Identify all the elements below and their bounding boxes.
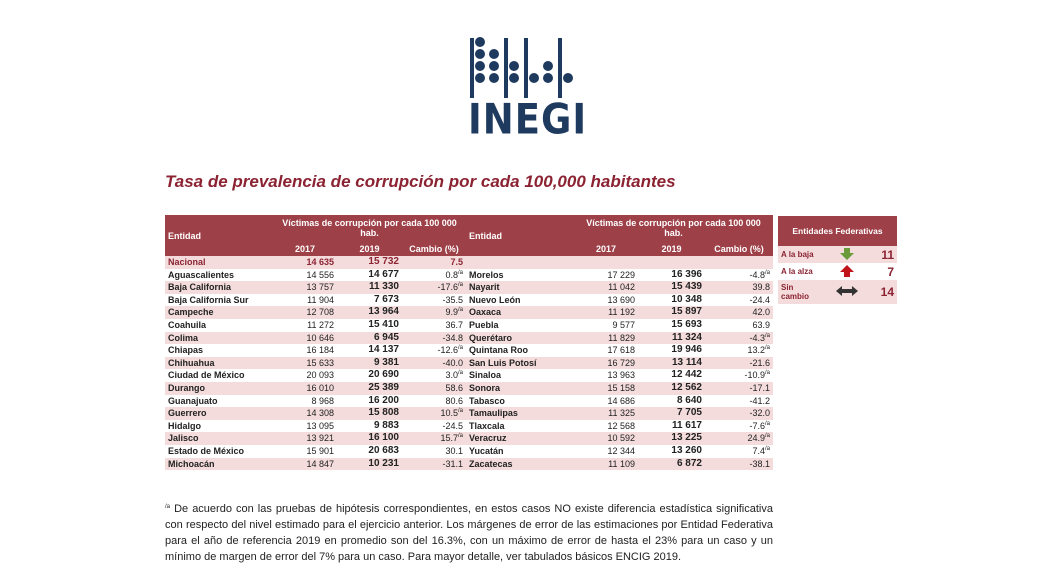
value-2017-cell-left: 13 921 [273, 432, 337, 445]
value-2019-cell-left: 20 690 [337, 369, 402, 382]
legend-row-alza [778, 263, 897, 280]
cambio-cell-left [402, 420, 466, 433]
value-2017-cell-left: 11 904 [273, 294, 337, 307]
value-2017-cell-right: 11 829 [574, 332, 638, 345]
cambio-cell-left [402, 432, 466, 445]
value-2017-cell-right: 12 568 [574, 420, 638, 433]
cambio-cell-right [705, 294, 773, 307]
cambio-cell-right [705, 269, 773, 282]
cambio-value: 9.9 [445, 307, 458, 318]
value-2019-cell-right: 10 348 [638, 294, 705, 307]
value-2017-cell-right: 15 158 [574, 382, 638, 395]
entidad-cell-left: Baja California Sur [165, 294, 273, 307]
value-2019-cell-left: 7 673 [337, 294, 402, 307]
cambio-cell-right [705, 344, 773, 357]
table-row [165, 432, 773, 445]
cambio-value: 24.9 [747, 433, 765, 444]
value-2017-cell-right: 11 325 [574, 407, 638, 420]
cambio-value: -21.6 [749, 357, 770, 368]
col-entidad-right: Entidad [466, 215, 574, 256]
value-2019-cell-right: 15 897 [638, 306, 705, 319]
entidad-cell-right: Nuevo León [466, 294, 574, 307]
value-2017-cell-right: 13 690 [574, 294, 638, 307]
value-2017-cell-left: 16 184 [273, 344, 337, 357]
value-2017-cell-right: 12 344 [574, 445, 638, 458]
nacional-v2017: 14 635 [273, 256, 337, 269]
entidad-cell-right: Tamaulipas [466, 407, 574, 420]
nacional-cambio: 7.5 [402, 256, 466, 269]
table-row [165, 407, 773, 420]
significance-mark: /a [457, 307, 463, 314]
entidad-cell-right: Quintana Roo [466, 344, 574, 357]
col-2017-right: 2017 [574, 241, 638, 256]
value-2019-cell-left: 9 883 [337, 420, 402, 433]
cambio-value: -24.4 [749, 294, 770, 305]
col-cambio-left: Cambio (%) [402, 241, 466, 256]
entidad-cell-right: Querétaro [466, 332, 574, 345]
value-2019-cell-right: 11 617 [638, 420, 705, 433]
significance-mark: /a [764, 345, 770, 352]
cambio-cell-left [402, 382, 466, 395]
value-2019-cell-left: 13 964 [337, 306, 402, 319]
cambio-value: 10.5 [440, 408, 458, 419]
table-row [165, 458, 773, 471]
value-2017-cell-right: 11 109 [574, 458, 638, 471]
entidad-cell-left: Chiapas [165, 344, 273, 357]
cambio-cell-left [402, 357, 466, 370]
significance-mark: /a [764, 433, 770, 440]
cambio-value: 30.1 [445, 445, 463, 456]
footnote-text: De acuerdo con las pruebas de hipótesis correspondientes, en estos casos NO existe diferencia estadística significativa con respecto del nivel estimado para el ejercicio anterior. Los márgenes de error de las estimaciones por Entidad Federativa para el año de referencia 2019 en promedio son del 16.3%, con un máximo de error de hasta el 23% para un caso y un mínimo de margen de error del 7% para un caso. Para mayor detalle, ver tabulados básicos ENCIG 2019. [165, 503, 773, 563]
value-2017-cell-right: 17 229 [574, 269, 638, 282]
value-2017-cell-left: 13 757 [273, 281, 337, 294]
value-2019-cell-right: 12 442 [638, 369, 705, 382]
table-row [165, 369, 773, 382]
empty-cell [466, 256, 574, 269]
col-group-right: Víctimas de corrupción por cada 100 000 hab. [574, 215, 773, 241]
value-2019-cell-left: 25 389 [337, 382, 402, 395]
cambio-cell-left [402, 319, 466, 332]
entidad-cell-left: Campeche [165, 306, 273, 319]
table-row [165, 344, 773, 357]
legend-count: 11 [870, 246, 897, 263]
value-2017-cell-right: 9 577 [574, 319, 638, 332]
entidad-cell-right: Tlaxcala [466, 420, 574, 433]
value-2017-cell-left: 14 556 [273, 269, 337, 282]
col-group-left: Víctimas de corrupción por cada 100 000 hab. [273, 215, 466, 241]
cambio-cell-left [402, 407, 466, 420]
value-2019-cell-left: 20 683 [337, 445, 402, 458]
significance-mark: /a [457, 433, 463, 440]
legend-table [778, 216, 897, 304]
empty-cell [638, 256, 705, 269]
value-2017-cell-right: 11 192 [574, 306, 638, 319]
cambio-value: -24.5 [442, 420, 463, 431]
value-2019-cell-left: 9 381 [337, 357, 402, 370]
value-2019-cell-right: 6 872 [638, 458, 705, 471]
cambio-value: 0.8 [445, 269, 458, 280]
value-2017-cell-right: 11 042 [574, 281, 638, 294]
entidad-cell-left: Estado de México [165, 445, 273, 458]
cambio-cell-left [402, 395, 466, 408]
col-2019-left: 2019 [337, 241, 402, 256]
cambio-cell-left [402, 269, 466, 282]
table-row [165, 420, 773, 433]
arrow-both-icon [824, 280, 870, 304]
entidad-cell-right: Tabasco [466, 395, 574, 408]
cambio-cell-right [705, 306, 773, 319]
value-2017-cell-left: 15 901 [273, 445, 337, 458]
legend-label: A la baja [778, 246, 824, 263]
nacional-entidad: Nacional [165, 256, 273, 269]
cambio-value: -40.0 [442, 357, 463, 368]
value-2019-cell-left: 6 945 [337, 332, 402, 345]
cambio-value: 63.9 [752, 319, 770, 330]
cambio-value: -17.6 [437, 282, 458, 293]
cambio-value: 80.6 [445, 395, 463, 406]
entidad-cell-right: Puebla [466, 319, 574, 332]
cambio-value: -12.6 [437, 345, 458, 356]
legend-count: 14 [870, 280, 897, 304]
entidad-cell-right: Nayarit [466, 281, 574, 294]
table-row [165, 269, 773, 282]
table-row [165, 256, 773, 269]
arrow-up-icon [824, 263, 870, 280]
entidad-cell-right: Yucatán [466, 445, 574, 458]
table-row [165, 294, 773, 307]
table-row [165, 395, 773, 408]
entidad-cell-left: Guerrero [165, 407, 273, 420]
entidad-cell-left: Ciudad de México [165, 369, 273, 382]
table-row [165, 332, 773, 345]
cambio-cell-right [705, 369, 773, 382]
entidad-cell-right: Veracruz [466, 432, 574, 445]
legend-label: A la alza [778, 263, 824, 280]
significance-mark: /a [764, 445, 770, 452]
table-row [165, 445, 773, 458]
entidad-cell-right: Sonora [466, 382, 574, 395]
col-2017-left: 2017 [273, 241, 337, 256]
value-2019-cell-right: 16 396 [638, 269, 705, 282]
empty-cell [574, 256, 638, 269]
value-2019-cell-left: 10 231 [337, 458, 402, 471]
cambio-value: -34.8 [442, 332, 463, 343]
arrow-down-icon [824, 246, 870, 263]
significance-mark: /a [764, 332, 770, 339]
value-2019-cell-left: 14 137 [337, 344, 402, 357]
legend-row-baja [778, 246, 897, 263]
nacional-v2019: 15 732 [337, 256, 402, 269]
table-row [165, 319, 773, 332]
entidad-cell-left: Aguascalientes [165, 269, 273, 282]
entidad-cell-left: Baja California [165, 281, 273, 294]
table-row [165, 281, 773, 294]
value-2019-cell-right: 15 693 [638, 319, 705, 332]
significance-mark: /a [457, 408, 463, 415]
cambio-cell-right [705, 458, 773, 471]
cambio-cell-right [705, 281, 773, 294]
value-2017-cell-left: 12 708 [273, 306, 337, 319]
cambio-cell-right [705, 420, 773, 433]
table-row [165, 306, 773, 319]
value-2017-cell-left: 14 308 [273, 407, 337, 420]
entidad-cell-left: Coahuila [165, 319, 273, 332]
cambio-value: -35.5 [442, 294, 463, 305]
entidad-cell-right: Morelos [466, 269, 574, 282]
col-entidad-left: Entidad [165, 215, 273, 256]
value-2019-cell-right: 11 324 [638, 332, 705, 345]
cambio-value: 15.7 [440, 433, 458, 444]
value-2017-cell-right: 14 686 [574, 395, 638, 408]
empty-cell [705, 256, 773, 269]
page-title: Tasa de prevalencia de corrupción por cada 100,000 habitantes [165, 172, 676, 191]
value-2019-cell-left: 14 677 [337, 269, 402, 282]
value-2017-cell-left: 11 272 [273, 319, 337, 332]
entidad-cell-left: Hidalgo [165, 420, 273, 433]
value-2019-cell-left: 16 200 [337, 395, 402, 408]
cambio-value: -10.9 [744, 370, 765, 381]
cambio-value: 7.4 [752, 445, 765, 456]
cambio-cell-left [402, 281, 466, 294]
significance-mark: /a [457, 282, 463, 289]
significance-mark: /a [764, 420, 770, 427]
cambio-value: -38.1 [749, 458, 770, 469]
entidad-cell-right: Oaxaca [466, 306, 574, 319]
value-2019-cell-right: 19 946 [638, 344, 705, 357]
logo-text: INEGI [468, 95, 588, 144]
entidad-cell-left: Guanajuato [165, 395, 273, 408]
cambio-cell-right [705, 445, 773, 458]
value-2017-cell-right: 13 963 [574, 369, 638, 382]
cambio-value: 58.6 [445, 382, 463, 393]
value-2017-cell-right: 10 592 [574, 432, 638, 445]
col-cambio-right: Cambio (%) [705, 241, 773, 256]
entidad-cell-left: Colima [165, 332, 273, 345]
value-2019-cell-right: 12 562 [638, 382, 705, 395]
value-2019-cell-right: 13 225 [638, 432, 705, 445]
value-2017-cell-left: 13 095 [273, 420, 337, 433]
entidad-cell-right: Sinaloa [466, 369, 574, 382]
legend-row-sin-cambio [778, 280, 897, 304]
cambio-cell-left [402, 294, 466, 307]
cambio-value: 36.7 [445, 319, 463, 330]
value-2017-cell-right: 16 729 [574, 357, 638, 370]
table-row [165, 357, 773, 370]
cambio-value: 42.0 [752, 307, 770, 318]
cambio-cell-left [402, 332, 466, 345]
value-2017-cell-left: 14 847 [273, 458, 337, 471]
value-2019-cell-right: 7 705 [638, 407, 705, 420]
cambio-value: -32.0 [749, 408, 770, 419]
significance-mark: /a [457, 345, 463, 352]
legend-label: Sin cambio [778, 280, 824, 304]
value-2017-cell-right: 17 618 [574, 344, 638, 357]
cambio-cell-left [402, 458, 466, 471]
entidad-cell-right: Zacatecas [466, 458, 574, 471]
footnote-mark: /a [165, 504, 171, 510]
corruption-table [165, 215, 773, 470]
legend-count: 7 [870, 263, 897, 280]
value-2019-cell-left: 15 410 [337, 319, 402, 332]
cambio-cell-right [705, 432, 773, 445]
value-2019-cell-right: 13 260 [638, 445, 705, 458]
cambio-value: 13.2 [747, 345, 765, 356]
cambio-value: -17.1 [749, 382, 770, 393]
col-2019-right: 2019 [638, 241, 705, 256]
cambio-value: -31.1 [442, 458, 463, 469]
cambio-cell-left [402, 369, 466, 382]
value-2017-cell-left: 8 968 [273, 395, 337, 408]
value-2017-cell-left: 16 010 [273, 382, 337, 395]
value-2019-cell-right: 8 640 [638, 395, 705, 408]
entidad-cell-left: Jalisco [165, 432, 273, 445]
table-row [165, 382, 773, 395]
value-2019-cell-left: 11 330 [337, 281, 402, 294]
cambio-cell-right [705, 407, 773, 420]
cambio-value: -7.6 [749, 420, 765, 431]
entidad-cell-left: Michoacán [165, 458, 273, 471]
cambio-value: 39.8 [752, 282, 770, 293]
value-2017-cell-left: 15 633 [273, 357, 337, 370]
cambio-cell-right [705, 332, 773, 345]
cambio-value: -4.8 [749, 269, 765, 280]
significance-mark: /a [764, 269, 770, 276]
legend-title: Entidades Federativas [778, 216, 897, 246]
footnote [165, 501, 773, 565]
significance-mark: /a [764, 370, 770, 377]
cambio-cell-right [705, 357, 773, 370]
cambio-cell-left [402, 344, 466, 357]
entidad-cell-right: San Luis Potosí [466, 357, 574, 370]
value-2019-cell-right: 15 439 [638, 281, 705, 294]
value-2017-cell-left: 20 093 [273, 369, 337, 382]
significance-mark: /a [457, 370, 463, 377]
cambio-cell-right [705, 395, 773, 408]
cambio-value: -4.3 [749, 332, 765, 343]
cambio-cell-left [402, 445, 466, 458]
value-2017-cell-left: 10 646 [273, 332, 337, 345]
value-2019-cell-left: 16 100 [337, 432, 402, 445]
value-2019-cell-left: 15 808 [337, 407, 402, 420]
value-2019-cell-right: 13 114 [638, 357, 705, 370]
cambio-value: 3.0 [445, 370, 458, 381]
cambio-cell-right [705, 382, 773, 395]
entidad-cell-left: Chihuahua [165, 357, 273, 370]
significance-mark: /a [457, 269, 463, 276]
cambio-value: -41.2 [749, 395, 770, 406]
entidad-cell-left: Durango [165, 382, 273, 395]
cambio-cell-left [402, 306, 466, 319]
cambio-cell-right [705, 319, 773, 332]
